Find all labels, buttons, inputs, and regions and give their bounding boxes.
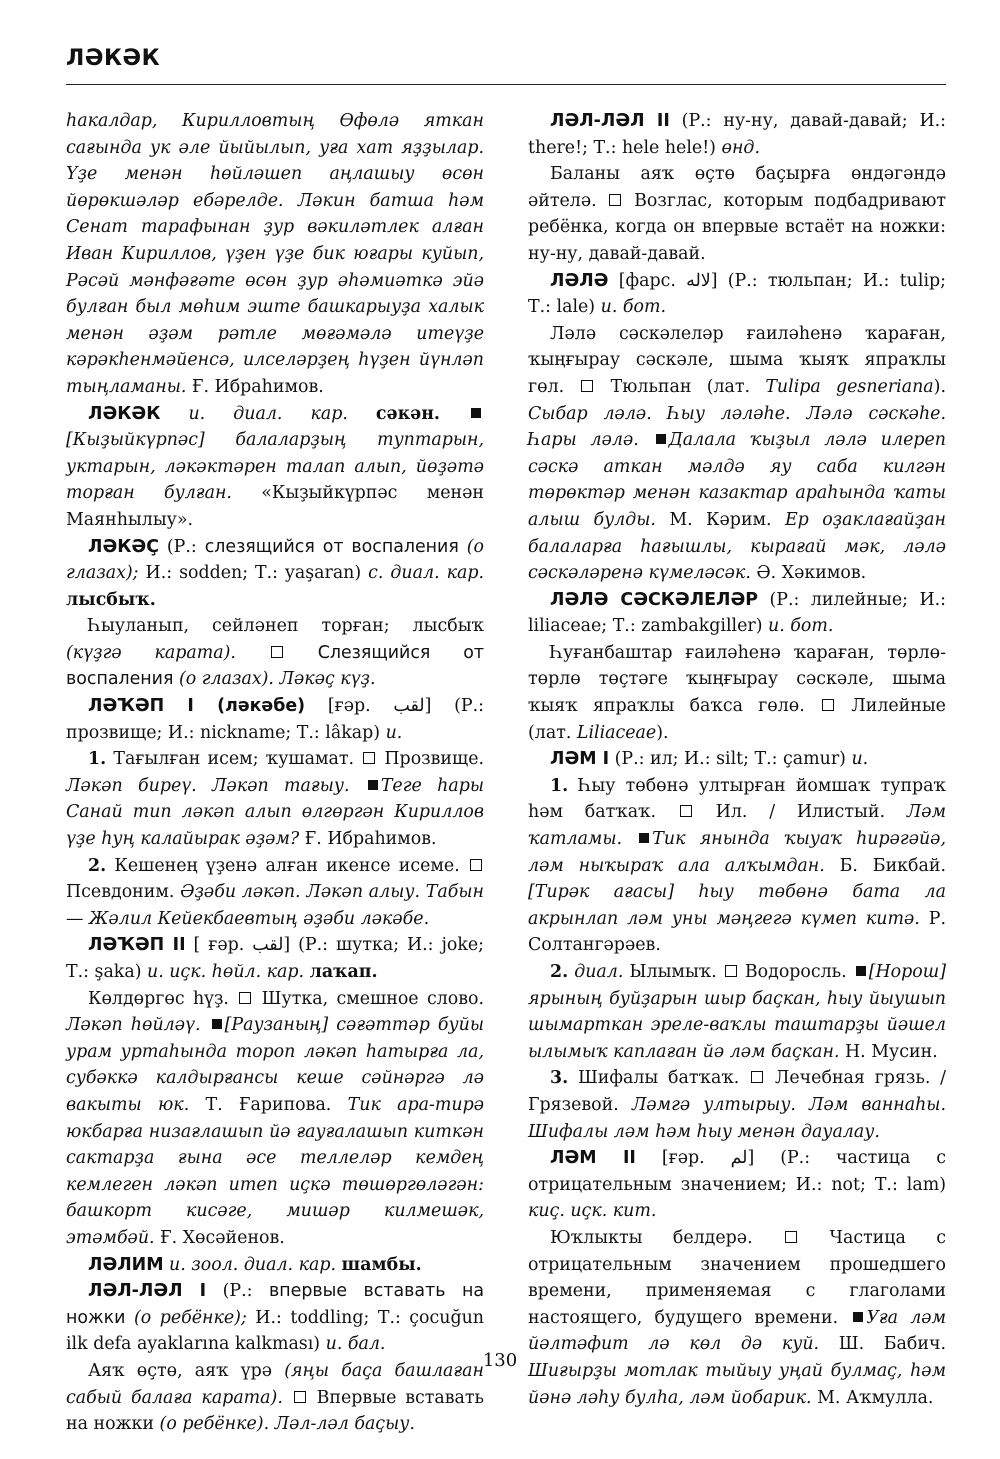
- entry-lakap-1: ЛӘҠӘП I (ләкәбе) [ғәр. لقب] (Р.: прозвище; И.: nickname; Т.: lâkap) и.: [66, 696, 485, 743]
- translation-marker-icon: [751, 1071, 763, 1083]
- headword: ЛӘМ II: [550, 1148, 636, 1169]
- sense: 3. Шифалы батҡаҡ. Лечебная грязь. / Грязевой. Ләмгә ултырыу. Ләм ваннаһы. Шифалы ләм һәм һыу менән дауалау.: [528, 1068, 946, 1142]
- translation-marker-icon: [609, 194, 621, 206]
- sense: Юҡлыкты белдерә. Частица с отрицательным значением прошедшего времени, применяемая с глаголами настоящего, будущего времени. Уға ләм йәлтәфит лә көл дә куй. Ш. Бабич. Шиғырҙы мотлак тыйыу уңай булмаҫ, һәм йәнә ләһу булһа, ләм йобарик. М. Аҡмулла.: [528, 1227, 946, 1408]
- translation-marker-icon: [470, 859, 482, 871]
- example-marker-icon: [853, 1312, 863, 1322]
- entry-lakac: ЛӘКӘҪ (Р.: слезящийся от воспаления (о глазах); И.: sodden; Т.: yaşaran) с. диал. кар. лысбыҡ.: [66, 536, 484, 610]
- running-header: [66, 46, 946, 71]
- example-marker-icon: [212, 1019, 222, 1029]
- headword: ЛӘКӘК: [88, 403, 161, 424]
- example-marker-icon: [656, 434, 666, 444]
- example-marker-icon: [471, 408, 481, 418]
- headword: ЛӘЛ-ЛӘЛ I: [88, 1281, 207, 1302]
- entry-lallal-2: ЛӘЛ-ЛӘЛ II (Р.: ну-ну, давай-давай; И.: there!; Т.: hele hele!) өнд.: [528, 111, 946, 158]
- headword: ЛӘЛӘ: [550, 270, 609, 291]
- continued-quote: һакалдар, Кирилловтың Өфөлә яткан сағында ук әле йыйылып, уға хат яҙҙылар. Үҙе менән һөйләшеп аңлашыу өсөн йөрөкшәләр ебәрелде. Ләкин батша һәм Сенат тарафынан ҙур вәкиләтлек алған Иван Кириллов, үҙен үҙе бик юғары куйып, Рәсәй мәнфәғәте өсөн ҙур әһәмиәткә эйә булған был мөһим эште башкарыуҙа халык менән әҙәм рәтле мөғәмәлә итеүҙе кәрәкһенмәйенсә, илселәрҙең һүҙен йүнләп тыңламаны. Ғ. Ибраһимов.: [66, 111, 484, 397]
- headword: ЛӘҠӘП I (ләкәбе): [88, 696, 306, 717]
- translation-marker-icon: [239, 992, 251, 1004]
- translation-marker-icon: [581, 380, 593, 392]
- sense: Көлдөргөс һүҙ. Шутка, смешное слово. Ләкәп һөйләү. [Раузаның] сәғәттәр буйы урам уртаһында тороп ләкәп һатырға ла, субәккә калдырғансы кеше сәйнәргә лә вакыты юк. Т. Ғарипова. Тик ара-тирә юкбарға низағлашып йә ғауғалашып киткән сактарҙа ғына әсе теллеләр кемдең кемлеген ләкәп итеп иҫкә төшөргөләгән: башкорт кисәге, мишәр килмешәк, этәмбәй. Ғ. Хөсәйенов.: [66, 988, 485, 1248]
- entry-lakak: ЛӘКӘК и. диал. кар. сәкән. [Кыҙыйкүрпәс] балаларҙың туптарын, уктарын, ләкәктәрен талап алып, йөҙәтә торған булған. «Кыҙыйкүрпәс менән Маянһылыу».: [66, 403, 484, 530]
- entry-lakap-2: ЛӘҠӘП II [ ғәр. لقب] (Р.: шутка; И.: joke; Т.: şaka) и. иҫк. һөйл. кар. лаҡап.: [66, 935, 485, 982]
- sense: Аяҡ өҫтө, аяҡ үрә (яңы баҫа башлаған сабый балаға карата). Впервые вставать на ножки (о ребёнке). Ләл-ләл баҫыу.: [66, 1360, 485, 1435]
- entry-lam-1: ЛӘМ I (Р.: ил; И.: silt; Т.: çamur) и.: [550, 749, 869, 770]
- header-rule: [66, 84, 946, 85]
- example-marker-icon: [856, 966, 866, 976]
- translation-marker-icon: [271, 646, 283, 658]
- headword: ЛӘҠӘП II: [88, 935, 186, 956]
- translation-marker-icon: [294, 1391, 306, 1403]
- left-column: [66, 108, 484, 1438]
- right-column: [528, 108, 946, 1411]
- translation-marker-icon: [785, 1231, 797, 1243]
- translation-marker-icon: [363, 752, 375, 764]
- sense: Баланы аяҡ өҫтө баҫырға өндәгәндә әйтелә. Возглас, которым подбадривают ребёнка, когда он впервые встаёт на ножки: ну-ну, давай-давай.: [528, 164, 947, 264]
- headword: ЛӘЛИМ: [88, 1254, 164, 1275]
- headword: ЛӘКӘҪ: [88, 536, 159, 557]
- page-number: 130: [482, 1350, 518, 1371]
- translation-marker-icon: [680, 805, 692, 817]
- entry-lala: ЛӘЛӘ [фарс. لاله] (Р.: тюльпан; И.: tulip; Т.: lale) и. бот.: [528, 270, 946, 318]
- translation-marker-icon: [822, 699, 834, 711]
- headword: ЛӘМ I: [550, 749, 610, 770]
- sense: Һыуланып, сейләнеп торған; лысбыҡ (күҙгә карата). Слезящийся от воспаления (о глазах). Ләкәҫ күҙ.: [66, 616, 485, 690]
- sense: 2. диал. Ылымыҡ. Водоросль. [Норош] ярының буйҙарын шыр баҫкан, һыу йыушып шымарткан эреле-ваҡлы таштарҙы йәшел ылымыҡ каплаған йә ләм баҫкан. Н. Мусин.: [528, 962, 947, 1062]
- sense: Һуғанбаштар ғаиләһенә ҡараған, төрлө-төрлө төҫтәге ҡыңғырау сәскәле, шыма ҡыяҡ япраҡлы баҡса гөлө. Лилейные (лат. Liliaceae).: [528, 642, 946, 743]
- header-word: ЛӘКӘК: [66, 46, 161, 71]
- headword: ЛӘЛӘ СӘСКӘЛЕЛӘР: [550, 589, 758, 610]
- headword: ЛӘЛ-ЛӘЛ II: [550, 111, 670, 131]
- example-marker-icon: [639, 833, 649, 843]
- sense: 1. Һыу төбөнә ултырған йомшаҡ тупраҡ һәм батҡаҡ. Ил. / Илистый. Ләм ҡатламы. Тик янында ҡыуаҡ һирәгәйә, ләм ныҡыраҡ ала алҡымдан. Б. Бикбай. [Тирәк ағасы] һыу төбөнә бата ла акрынлап ләм уны мәңгегә күмеп китә. Р. Солтангәрәев.: [528, 775, 947, 956]
- sense: 1. Тағылған исем; ҡушамат. Прозвище. Ләкәп биреү. Ләкәп тағыу. Теге һары Санай тип ләкәп алып өлгөргән Кириллов үҙе һуң калайырак әҙәм? Ғ. Ибраһимов.: [66, 749, 485, 850]
- example-marker-icon: [368, 780, 378, 790]
- sense: Ләлә сәскәлеләр ғаиләһенә ҡараған, ҡыңғырау сәскәле, шыма ҡыяҡ япраҡлы гөл. Тюльпан (лат. Tulipa gesneriana). Сыбар ләлә. Һыу ләләһе. Ләлә сәскәһе. Һары ләлә. Далала ҡыҙыл ләлә илереп сәскә аткан мәлдә яу саба килгән төрөктәр менән казактар араһында ҡаты алыш булды. М. Кәрим. Ер оҙаклағайҙан балаларға һағышлы, кырағай мәк, ләлә сәскәләренә күмеләсәк. Ә. Хәкимов.: [528, 323, 947, 584]
- sense: 2. Кешенең үҙенә алған икенсе исеме. Псевдоним. Әҙәби ләкәп. Ләкәп алыу. Табын — Жәлил Кейекбаевтың әҙәби ләкәбе.: [66, 855, 484, 929]
- entry-lallal-1: ЛӘЛ-ЛӘЛ I (Р.: впервые вставать на ножки (о ребёнке); И.: toddling; Т.: çocuğun ilk defa ayaklarına kalkması) и. бал.: [66, 1281, 484, 1355]
- translation-marker-icon: [725, 965, 737, 977]
- entry-lam-2: ЛӘМ II [ғәр. لم] (Р.: частица с отрицательным значением; И.: not; Т.: lam) киҫ. иҫк. кит.: [528, 1148, 947, 1222]
- entry-lalim: ЛӘЛИМ и. зоол. диал. кар. шамбы.: [88, 1254, 422, 1275]
- entry-lala-saskalelar: ЛӘЛӘ СӘСКӘЛЕЛӘР (Р.: лилейные; И.: liliaceae; Т.: zambakgiller) и. бот.: [528, 589, 947, 637]
